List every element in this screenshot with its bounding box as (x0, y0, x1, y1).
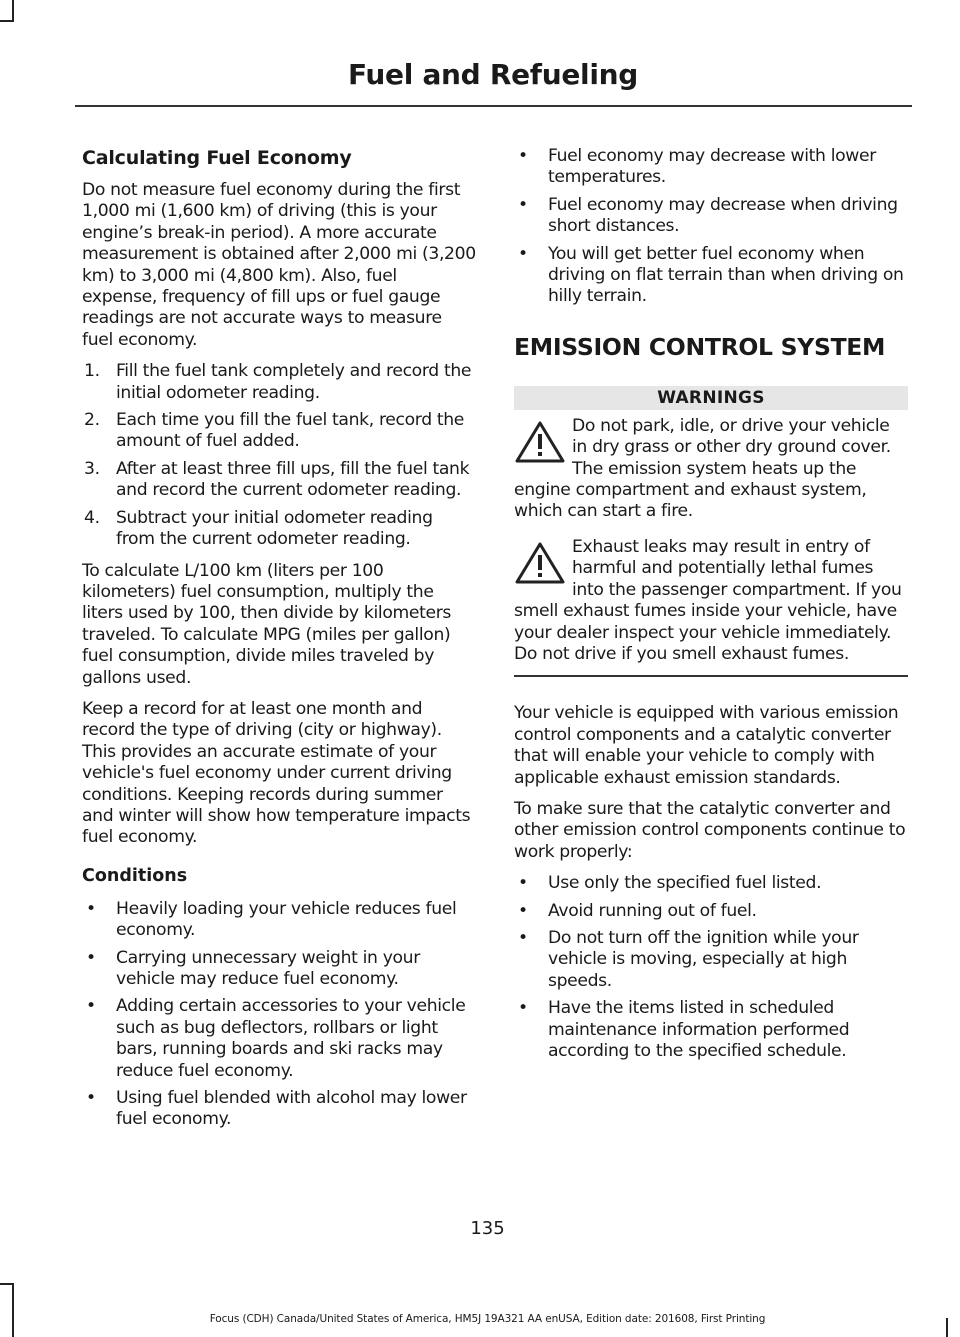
warning-triangle-icon (514, 420, 566, 464)
emission-section-title: EMISSION CONTROL SYSTEM (514, 332, 886, 361)
list-item (514, 244, 908, 308)
bullet-text: Carrying unnecessary weight in your vehicle may reduce fuel economy. (116, 947, 420, 989)
list-item (82, 459, 476, 502)
bullet-text: You will get better fuel economy when driving on flat terrain than when driving on hilly terrain. (548, 243, 904, 307)
list-item (82, 899, 476, 942)
list-item (82, 1088, 476, 1131)
bullet-text: Do not turn off the ignition while your vehicle is moving, especially at high speeds. (548, 927, 859, 991)
bullet: • (518, 194, 528, 215)
list-item (514, 873, 908, 894)
bullet-text: Fuel economy may decrease when driving short distances. (548, 194, 898, 237)
list-item (82, 410, 476, 453)
warning-triangle-icon (514, 541, 566, 585)
list-item (82, 361, 476, 404)
list-item (514, 998, 908, 1062)
bullet: • (86, 898, 96, 919)
footer-edition-text: Focus (CDH) Canada/United States of America, HM5J 19A321 AA enUSA, Edition date: 201608, First Printing (209, 1313, 766, 1325)
crop-mark-bottom-left-h (0, 1283, 14, 1285)
bullet: • (86, 996, 96, 1017)
warning-text: Exhaust leaks may result in entry of harmful and potentially lethal fumes into the passenger compartment. If you smell exhaust fumes inside your vehicle, have your dealer inspect your vehicle immediately. Do not drive if you smell exhaust fumes. (514, 536, 902, 664)
bullet: • (518, 998, 528, 1019)
bullet: • (86, 1088, 96, 1109)
bullet-text: Adding certain accessories to your vehicle such as bug deflectors, rollbars or light bars, running boards and ski racks may reduce fuel economy. (116, 996, 466, 1081)
crop-mark-bottom-left (12, 1283, 14, 1337)
bullet: • (518, 873, 528, 894)
crop-mark-top-left-h (0, 20, 14, 22)
crop-mark-top-left (12, 0, 14, 22)
step-text: After at least three fill ups, fill the fuel tank and record the current odometer reading. (116, 458, 470, 501)
page-number: 135 (470, 1218, 505, 1239)
emission-bullets (514, 873, 908, 1062)
step-number: 3. (84, 458, 100, 479)
list-item (82, 996, 476, 1082)
bullet: • (86, 947, 96, 968)
bullet-text: Using fuel blended with alcohol may lower fuel economy. (116, 1088, 467, 1130)
list-item (82, 948, 476, 991)
fuel-economy-bullets (514, 146, 908, 308)
bullet-text: Have the items listed in scheduled maintenance information performed according to the specified schedule. (548, 998, 850, 1061)
bullet-text: Fuel economy may decrease with lower temperatures. (548, 146, 876, 188)
list-item (514, 146, 908, 189)
bullet: • (518, 146, 528, 166)
step-text: Subtract your initial odometer reading from the current odometer reading. (116, 507, 433, 550)
bullet: • (518, 927, 528, 948)
warning-text: Do not park, idle, or drive your vehicle in dry grass or other dry ground cover. The emission system heats up the engine compartment and exhaust system, which can start a fire. (514, 415, 891, 522)
bullet-text: Heavily loading your vehicle reduces fuel economy. (116, 898, 457, 941)
step-text: Fill the fuel tank completely and record the initial odometer reading. (116, 361, 472, 403)
record-paragraph: Keep a record for at least one month and record the type of driving (city or highway). This provides an accurate estimate of your vehicle's fuel economy under current driving conditions. Keeping records during summer and winter will show how temperature impacts fuel economy. (82, 698, 471, 848)
warnings-label: WARNINGS (514, 386, 908, 410)
fuel-economy-heading: Calculating Fuel Economy (82, 147, 352, 169)
bullet: • (518, 243, 528, 264)
list-item (514, 901, 908, 922)
list-item (514, 195, 908, 238)
warning-block (514, 537, 908, 665)
list-item (82, 508, 476, 551)
intro-paragraph: Do not measure fuel economy during the first 1,000 mi (1,600 km) of driving (this is your engine’s break-in period). A more accurate measurement is obtained after 2,000 mi (3,200 km) to 3,000 mi (4,800 km). Also, fuel expense, frequency of fill ups or fuel gauge readings are not accurate ways to measure fuel economy. (82, 180, 476, 350)
step-number: 1. (84, 361, 100, 382)
conditions-heading: Conditions (82, 865, 188, 886)
calculation-paragraph: To calculate L/100 km (liters per 100 kilometers) fuel consumption, multiply the liters used by 100, then divide by kilometers traveled. To calculate MPG (miles per gallon) fuel consumption, divide miles traveled by gallons used. (82, 560, 452, 688)
bullet-text: Avoid running out of fuel. (548, 900, 757, 921)
bullet-text: Use only the specified fuel listed. (548, 873, 822, 894)
warning-block (514, 416, 908, 523)
step-number: 4. (84, 507, 100, 528)
right-column (514, 146, 908, 1072)
equipped-paragraph: Your vehicle is equipped with various emission control components and a catalytic converter that will enable your vehicle to comply with applicable exhaust emission standards. (514, 703, 899, 788)
list-item (514, 928, 908, 992)
page-header-title: Fuel and Refueling (347, 58, 638, 91)
steps-list (82, 361, 476, 550)
warnings-divider (514, 675, 908, 677)
header-divider (75, 105, 912, 107)
step-text: Each time you fill the fuel tank, record the amount of fuel added. (116, 410, 465, 452)
left-column (82, 146, 476, 1141)
bullet: • (518, 900, 528, 921)
conditions-list (82, 899, 476, 1131)
step-number: 2. (84, 410, 100, 431)
make-sure-paragraph: To make sure that the catalytic converter and other emission control components continue to work properly: (514, 798, 906, 862)
